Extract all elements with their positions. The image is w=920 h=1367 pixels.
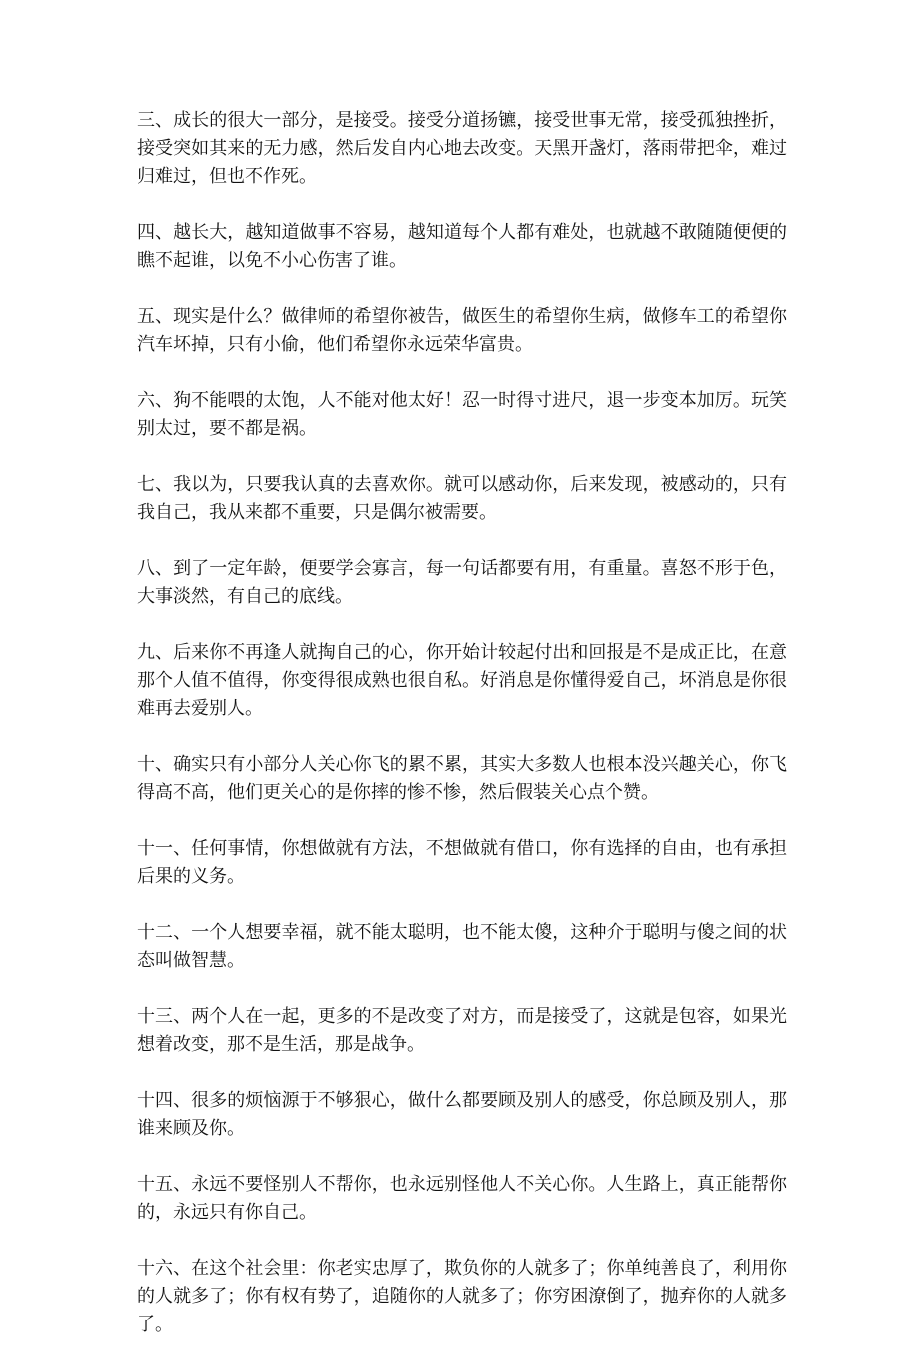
- paragraph-9: 九、后来你不再逢人就掏自己的心，你开始计较起付出和回报是不是成正比，在意那个人值不值得，你变得很成熟也很自私。好消息是你懂得爱自己，坏消息是你很难再去爱别人。: [137, 642, 787, 719]
- paragraph-8: 八、到了一定年龄，便要学会寡言，每一句话都要有用，有重量。喜怒不形于色，大事淡然，有自己的底线。: [137, 558, 787, 607]
- paragraph-10: 十、确实只有小部分人关心你飞的累不累，其实大多数人也根本没兴趣关心，你飞得高不高，他们更关心的是你摔的惨不惨，然后假装关心点个赞。: [137, 754, 787, 803]
- paragraph-14: 十四、很多的烦恼源于不够狠心，做什么都要顾及别人的感受，你总顾及别人，那谁来顾及你。: [137, 1090, 787, 1139]
- paragraph-6: 六、狗不能喂的太饱，人不能对他太好！忍一时得寸进尺，退一步变本加厉。玩笑别太过，要不都是祸。: [137, 390, 787, 439]
- paragraph-12: 十二、一个人想要幸福，就不能太聪明，也不能太傻，这种介于聪明与傻之间的状态叫做智慧。: [137, 922, 787, 971]
- paragraph-11: 十一、任何事情，你想做就有方法，不想做就有借口，你有选择的自由，也有承担后果的义务。: [137, 838, 787, 887]
- document-body: [137, 107, 787, 1367]
- paragraph-3: 三、成长的很大一部分，是接受。接受分道扬镳，接受世事无常，接受孤独挫折，接受突如其来的无力感，然后发自内心地去改变。天黑开盏灯，落雨带把伞，难过归难过，但也不作死。: [137, 110, 787, 187]
- paragraph-7: 七、我以为，只要我认真的去喜欢你。就可以感动你，后来发现，被感动的，只有我自己，我从来都不重要，只是偶尔被需要。: [137, 474, 787, 523]
- paragraph-4: 四、越长大，越知道做事不容易，越知道每个人都有难处，也就越不敢随随便便的瞧不起谁，以免不小心伤害了谁。: [137, 222, 787, 271]
- paragraph-16: 十六、在这个社会里：你老实忠厚了，欺负你的人就多了；你单纯善良了，利用你的人就多了；你有权有势了，追随你的人就多了；你穷困潦倒了，抛弃你的人就多了。: [137, 1258, 787, 1335]
- paragraph-15: 十五、永远不要怪别人不帮你，也永远别怪他人不关心你。人生路上，真正能帮你的，永远只有你自己。: [137, 1174, 787, 1223]
- paragraph-13: 十三、两个人在一起，更多的不是改变了对方，而是接受了，这就是包容，如果光想着改变，那不是生活，那是战争。: [137, 1006, 787, 1055]
- paragraph-5: 五、现实是什么？做律师的希望你被告，做医生的希望你生病，做修车工的希望你汽车坏掉，只有小偷，他们希望你永远荣华富贵。: [137, 306, 787, 355]
